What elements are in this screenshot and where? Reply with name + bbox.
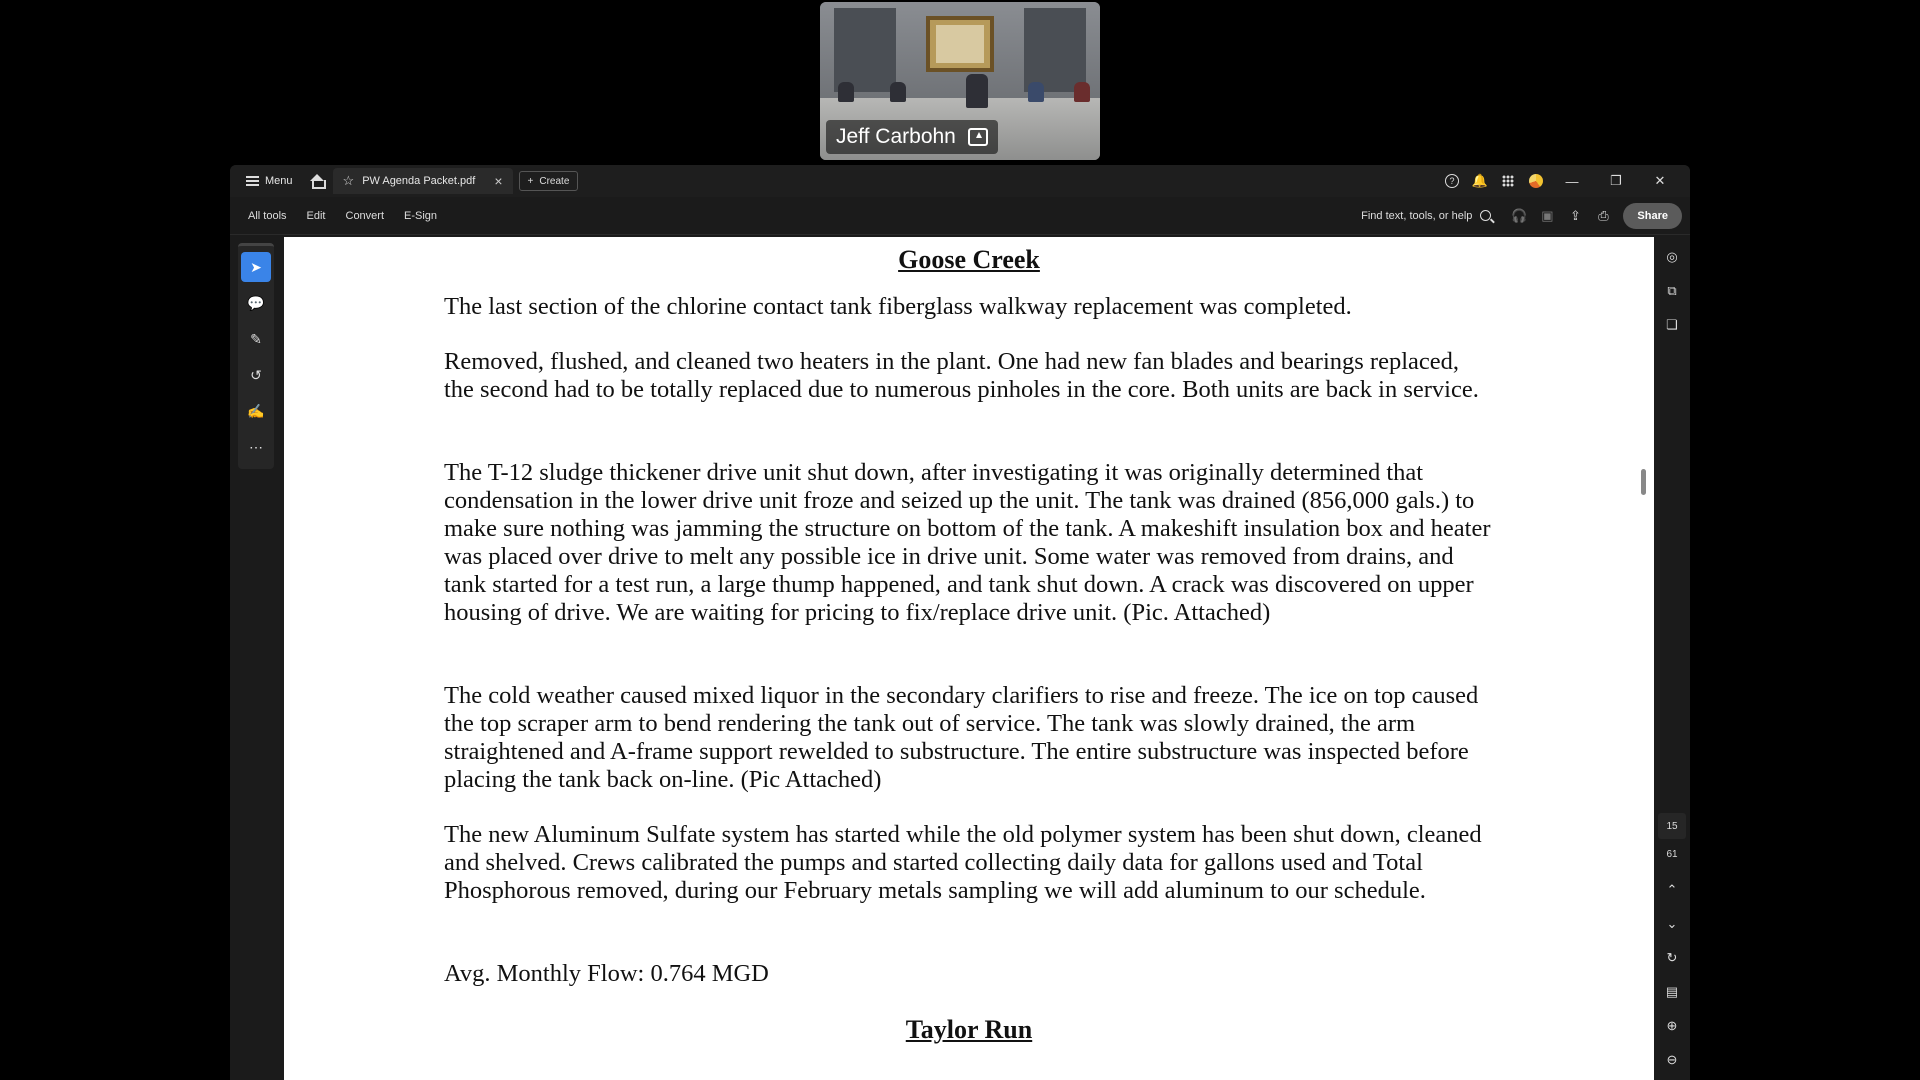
document-tab[interactable]: [333, 168, 513, 194]
convert-menu[interactable]: Convert: [345, 209, 385, 222]
esign-menu[interactable]: E-Sign: [404, 209, 438, 222]
save-button[interactable]: [1533, 202, 1561, 230]
cloud-upload-icon: ⇪: [1569, 207, 1581, 223]
create-label: Create: [539, 175, 570, 187]
comment-icon: 💬: [247, 294, 265, 311]
plus-icon: +: [527, 175, 534, 187]
lasso-icon: ↺: [250, 366, 262, 383]
minimize-button[interactable]: [1550, 174, 1594, 189]
sign-tool[interactable]: [241, 396, 271, 426]
pdf-app-window: [230, 165, 1690, 1080]
pages-icon: ❏: [1666, 317, 1678, 332]
search-icon: [1480, 210, 1491, 221]
upload-button[interactable]: [1561, 202, 1589, 230]
signature-icon: ✍: [247, 402, 265, 419]
more-tools[interactable]: [241, 432, 271, 462]
chevron-down-icon: ⌄: [1666, 916, 1678, 931]
profile-button[interactable]: [1522, 167, 1550, 195]
rotate-button[interactable]: [1658, 944, 1686, 972]
video-person: [890, 82, 906, 102]
eagle-seal-image: [926, 16, 994, 72]
paragraph: Avg. Monthly Flow: 0.764 MGD: [444, 960, 769, 987]
scrollbar-thumb[interactable]: [1641, 469, 1646, 495]
apps-grid-icon: [1502, 175, 1514, 187]
create-button[interactable]: [519, 171, 579, 191]
find-placeholder: Find text, tools, or help: [1361, 209, 1473, 222]
previous-page-button[interactable]: [1658, 876, 1686, 904]
pdf-page: [284, 237, 1654, 1080]
chevron-up-icon: ⌃: [1666, 882, 1678, 897]
restore-icon: ❐: [1610, 173, 1622, 188]
comments-panel-button[interactable]: [1658, 243, 1686, 271]
page-view-button[interactable]: [1658, 978, 1686, 1006]
draw-tool[interactable]: [241, 360, 271, 390]
video-person: [1028, 82, 1044, 102]
rotate-icon: ↻: [1666, 950, 1678, 965]
main-toolbar: [230, 197, 1690, 235]
avatar: [1529, 174, 1543, 188]
section-heading-goose-creek: Goose Creek: [898, 245, 1040, 274]
help-icon: ?: [1445, 174, 1459, 188]
menu-label: Menu: [265, 175, 293, 187]
left-tool-rail: [238, 243, 274, 469]
comment-icon: ◎: [1666, 249, 1678, 264]
zoom-in-button[interactable]: [1658, 1012, 1686, 1040]
more-icon: ⋯: [249, 438, 263, 455]
pen-icon: ✎: [250, 330, 262, 347]
close-tab-icon[interactable]: ×: [494, 173, 503, 189]
paragraph: Removed, flushed, and cleaned two heaters in the plant. One had new fan blades and bearings replaced, the second had to be totally replaced due to numerous pinholes in the core. Both units are back in service.: [444, 348, 1479, 403]
find-search[interactable]: [1361, 210, 1491, 222]
title-bar: [230, 165, 1690, 197]
select-tool[interactable]: [241, 252, 271, 282]
bookmark-icon: ⧉: [1667, 283, 1677, 298]
save-icon: ▣: [1541, 207, 1554, 223]
video-person: [966, 74, 988, 108]
participant-name: Jeff Carbohn: [836, 125, 956, 148]
paragraph: The last section of the chlorine contact tank fiberglass walkway replacement was completed.: [444, 293, 1352, 320]
tab-title: PW Agenda Packet.pdf: [362, 175, 476, 187]
restore-button[interactable]: [1594, 173, 1638, 189]
edit-menu[interactable]: Edit: [306, 209, 326, 222]
total-pages: 61: [1666, 849, 1678, 860]
cursor-arrow-icon: ➤: [250, 258, 262, 275]
video-curtain-right: [1024, 8, 1086, 92]
headphones-icon: 🎧: [1511, 207, 1528, 223]
print-icon: ⎙: [1598, 207, 1609, 223]
right-rail: [1654, 237, 1690, 1080]
all-tools-menu[interactable]: All tools: [248, 209, 287, 222]
help-button[interactable]: [1438, 167, 1466, 195]
star-icon[interactable]: ☆: [342, 173, 355, 188]
video-person: [838, 82, 854, 102]
bell-icon: 🔔: [1471, 173, 1489, 188]
paragraph: The cold weather caused mixed liquor in the secondary clarifiers to rise and freeze. The ice on top caused the top scraper arm to bend rendering the tank out of service. The tank was slowly drained, the arm straightened and A-frame support rewelded to substructure. The entire substructure was inspected before placing the tank back on-line. (Pic Attached): [444, 682, 1479, 793]
zoom-out-icon: ⊖: [1666, 1052, 1678, 1067]
paragraph: The new Aluminum Sulfate system has started while the old polymer system has been shut down, cleaned and shelved. Crews calibrated the pumps and started collecting daily data for gallons used and Total Phosphorous removed, during our February metals sampling we will add aluminum to our schedule.: [444, 821, 1482, 904]
video-tile[interactable]: [820, 2, 1100, 160]
close-icon: ✕: [1654, 173, 1666, 188]
paragraph: The T-12 sludge thickener drive unit shut down, after investigating it was originally determined that condensation in the lower drive unit froze and seized up the unit. The tank was drained (856,000 gals.) to make sure nothing was jamming the structure on bottom of the tank. A makeshift insulation box and heater was placed over drive to melt any possible ice in drive unit. Some water was removed from drains, and tank started for a test run, a large thump happened, and tank shut down. A crack was discovered on upper housing of drive. We are waiting for pricing to fix/replace drive unit. (Pic. Attached): [444, 459, 1491, 626]
current-page-field[interactable]: 15: [1658, 813, 1686, 839]
share-button[interactable]: Share: [1623, 203, 1682, 229]
zoom-out-button[interactable]: [1658, 1046, 1686, 1074]
close-window-button[interactable]: [1638, 173, 1682, 189]
bookmarks-panel-button[interactable]: [1658, 277, 1686, 305]
page-icon: ▤: [1665, 984, 1679, 999]
notifications-button[interactable]: [1466, 167, 1494, 195]
pages-panel-button[interactable]: [1658, 311, 1686, 339]
next-page-button[interactable]: [1658, 910, 1686, 938]
video-person: [1074, 82, 1090, 102]
home-icon: [309, 174, 325, 188]
comment-tool[interactable]: [241, 288, 271, 318]
zoom-in-icon: ⊕: [1666, 1018, 1678, 1033]
participant-name-pill: [826, 120, 998, 154]
highlight-tool[interactable]: [241, 324, 271, 354]
section-heading-taylor-run: Taylor Run: [905, 1015, 1033, 1044]
apps-button[interactable]: [1494, 167, 1522, 195]
hamburger-icon: [246, 176, 259, 186]
print-button[interactable]: [1589, 202, 1617, 230]
read-aloud-button[interactable]: [1505, 202, 1533, 230]
video-curtain-left: [834, 8, 896, 92]
document-viewport[interactable]: [284, 237, 1654, 1080]
minimize-icon: —: [1565, 173, 1579, 189]
menu-button[interactable]: [238, 165, 301, 197]
screen-share-icon: [968, 128, 988, 146]
home-button[interactable]: [301, 165, 333, 197]
